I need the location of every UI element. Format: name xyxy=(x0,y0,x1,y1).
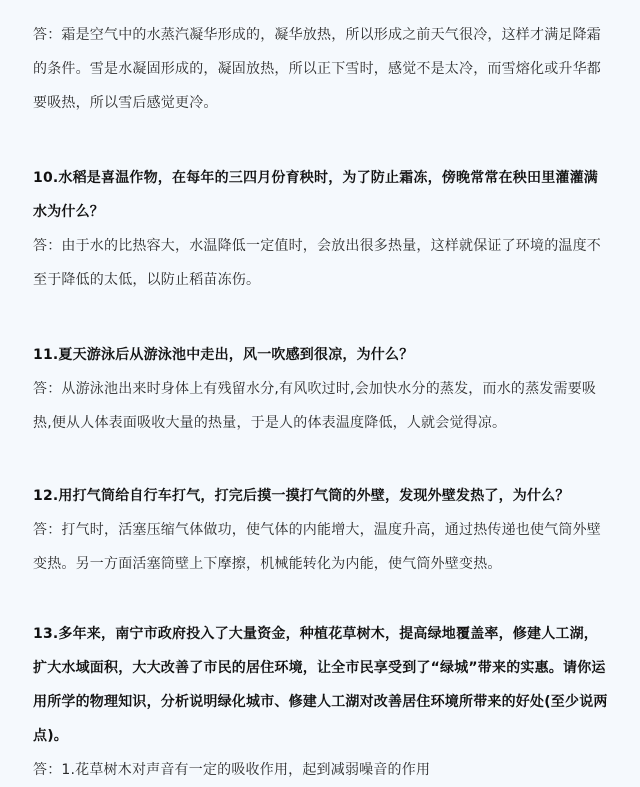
answer-text: 答：1.花草树木对声音有一定的吸收作用，起到减弱噪音的作用 xyxy=(33,762,431,778)
question-text: 11.夏天游泳后从游泳池中走出，风一吹感到很凉，为什么？ xyxy=(33,347,414,363)
qa-block-12 xyxy=(33,479,609,581)
qa-block-10 xyxy=(33,161,609,297)
question-text: 10.水稻是喜温作物，在每年的三四月份育秧时，为了防止霜冻，傍晚常常在秧田里灌灌满水为什么？ xyxy=(33,170,598,220)
qa-block-11 xyxy=(33,338,609,440)
question-text: 12.用打气筒给自行车打气，打完后摸一摸打气筒的外壁，发现外壁发热了，为什么？ xyxy=(33,488,570,504)
answer-text: 答：从游泳池出来时身体上有残留水分,有风吹过时,会加快水分的蒸发，而水的蒸发需要吸热,便从人体表面吸收大量的热量，于是人的体表温度降低，人就会觉得凉。 xyxy=(33,381,597,431)
qa-block-9 xyxy=(33,18,609,120)
question-text: 13.多年来，南宁市政府投入了大量资金，种植花草树木，提高绿地覆盖率，修建人工湖，扩大水域面积，大大改善了市民的居住环境，让全市民享受到了“绿城”带来的实惠。请你运用所学的物理知识，分析说明绿化城市、修建人工湖对改善居住环境所带来的好处(至少说两点)。 xyxy=(33,626,608,744)
answer-text: 答：由于水的比热容大，水温降低一定值时，会放出很多热量，这样就保证了环境的温度不至于降低的太低，以防止稻苗冻伤。 xyxy=(33,238,601,288)
qa-block-13 xyxy=(33,617,609,787)
answer-text: 答：霜是空气中的水蒸汽凝华形成的，凝华放热，所以形成之前天气很冷，这样才满足降霜的条件。雪是水凝固形成的，凝固放热，所以正下雪时，感觉不是太冷，而雪熔化或升华都要吸热，所以雪后感觉更冷。 xyxy=(33,27,601,111)
answer-text: 答：打气时，活塞压缩气体做功，使气体的内能增大，温度升高，通过热传递也使气筒外壁变热。另一方面活塞筒壁上下摩擦，机械能转化为内能，使气筒外壁变热。 xyxy=(33,522,601,572)
